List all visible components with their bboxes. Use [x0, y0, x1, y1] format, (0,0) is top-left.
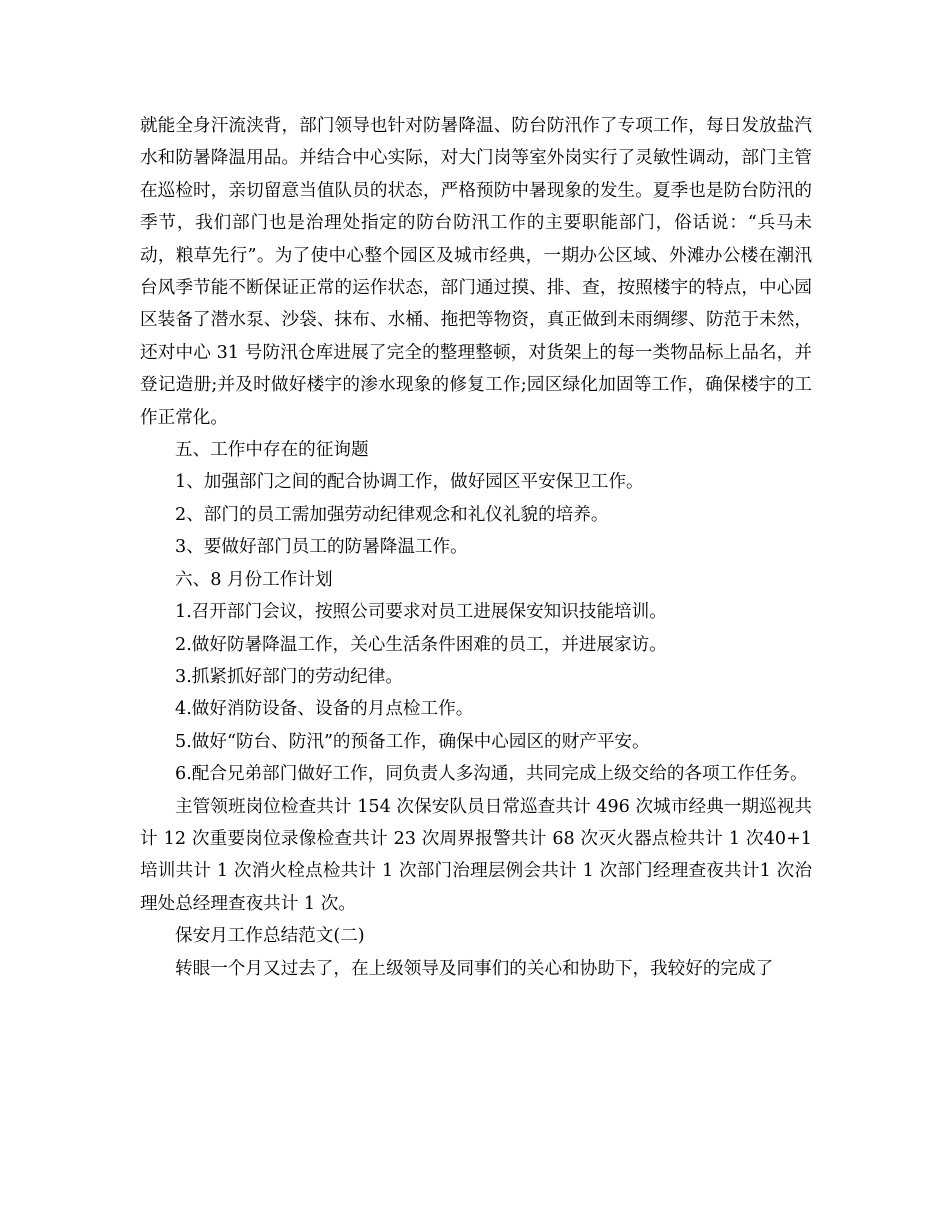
issue-item-3: 3、要做好部门员工的防暑降温工作。	[175, 537, 468, 558]
section-heading-issues: 五、工作中存在的征询题	[175, 440, 369, 461]
plan-item-2: 2.做好防暑降温工作，关心生活条件困难的员工，并进展家访。	[175, 634, 667, 655]
plan-item-4: 4.做好消防设备、设备的月点检工作。	[175, 699, 474, 720]
section-heading-plan: 六、8 月份工作计划	[175, 569, 333, 590]
plan-item-5: 5.做好“防台、防汛”的预备工作，确保中心园区的财产平安。	[175, 731, 650, 752]
article-title-2: 保安月工作总结范文(二)	[175, 926, 365, 947]
issue-item-2: 2、部门的员工需加强劳动纪律观念和礼仪礼貌的培养。	[175, 504, 609, 525]
article-intro-paragraph: 转眼一个月又过去了，在上级领导及同事们的关心和协助下，我较好的完成了	[175, 958, 774, 979]
plan-item-1: 1.召开部门会议，按照公司要求对员工进展保安知识技能培训。	[175, 602, 667, 623]
statistics-paragraph: 主管领班岗位检查共计 154 次保安队员日常巡查共计 496 次城市经典一期巡视共计 12 次重要岗位录像检查共计 23 次周界报警共计 68 次灭火器点检共计 1 次40+1 培训共计 1 次消火栓点检共计 1 次部门治理层例会共计 1 次部门经理查夜共计1 次治理处总经理查夜共计 1 次。	[140, 796, 812, 914]
issue-item-1: 1、加强部门之间的配合协调工作，做好园区平安保卫工作。	[175, 472, 644, 493]
plan-item-6: 6.配合兄弟部门做好工作，同负责人多沟通，共同完成上级交给的各项工作任务。	[175, 764, 808, 785]
body-paragraph-continuation: 就能全身汗流浃背，部门领导也针对防暑降温、防台防汛作了专项工作，每日发放盐汽水和防暑降温用品。并结合中心实际，对大门岗等室外岗实行了灵敏性调动，部门主管在巡检时，亲切留意当值队员的状态，严格预防中暑现象的发生。夏季也是防台防汛的季节，我们部门也是治理处指定的防台防汛工作的主要职能部门，俗话说：“兵马未动，粮草先行”。为了使中心整个园区及城市经典，一期办公区域、外滩办公楼在潮汛台风季节能不断保证正常的运作状态，部门通过摸、排、查，按照楼宇的特点，中心园区装备了潜水泵、沙袋、抹布、水桶、拖把等物资，真正做到未雨绸缪、防范于未然，还对中心 31 号防汛仓库进展了完全的整理整顿，对货架上的每一类物品标上品名，并登记造册;并及时做好楼宇的渗水现象的修复工作;园区绿化加固等工作，确保楼宇的工作正常化。	[140, 116, 812, 428]
plan-item-3: 3.抓紧抓好部门的劳动纪律。	[175, 666, 403, 687]
